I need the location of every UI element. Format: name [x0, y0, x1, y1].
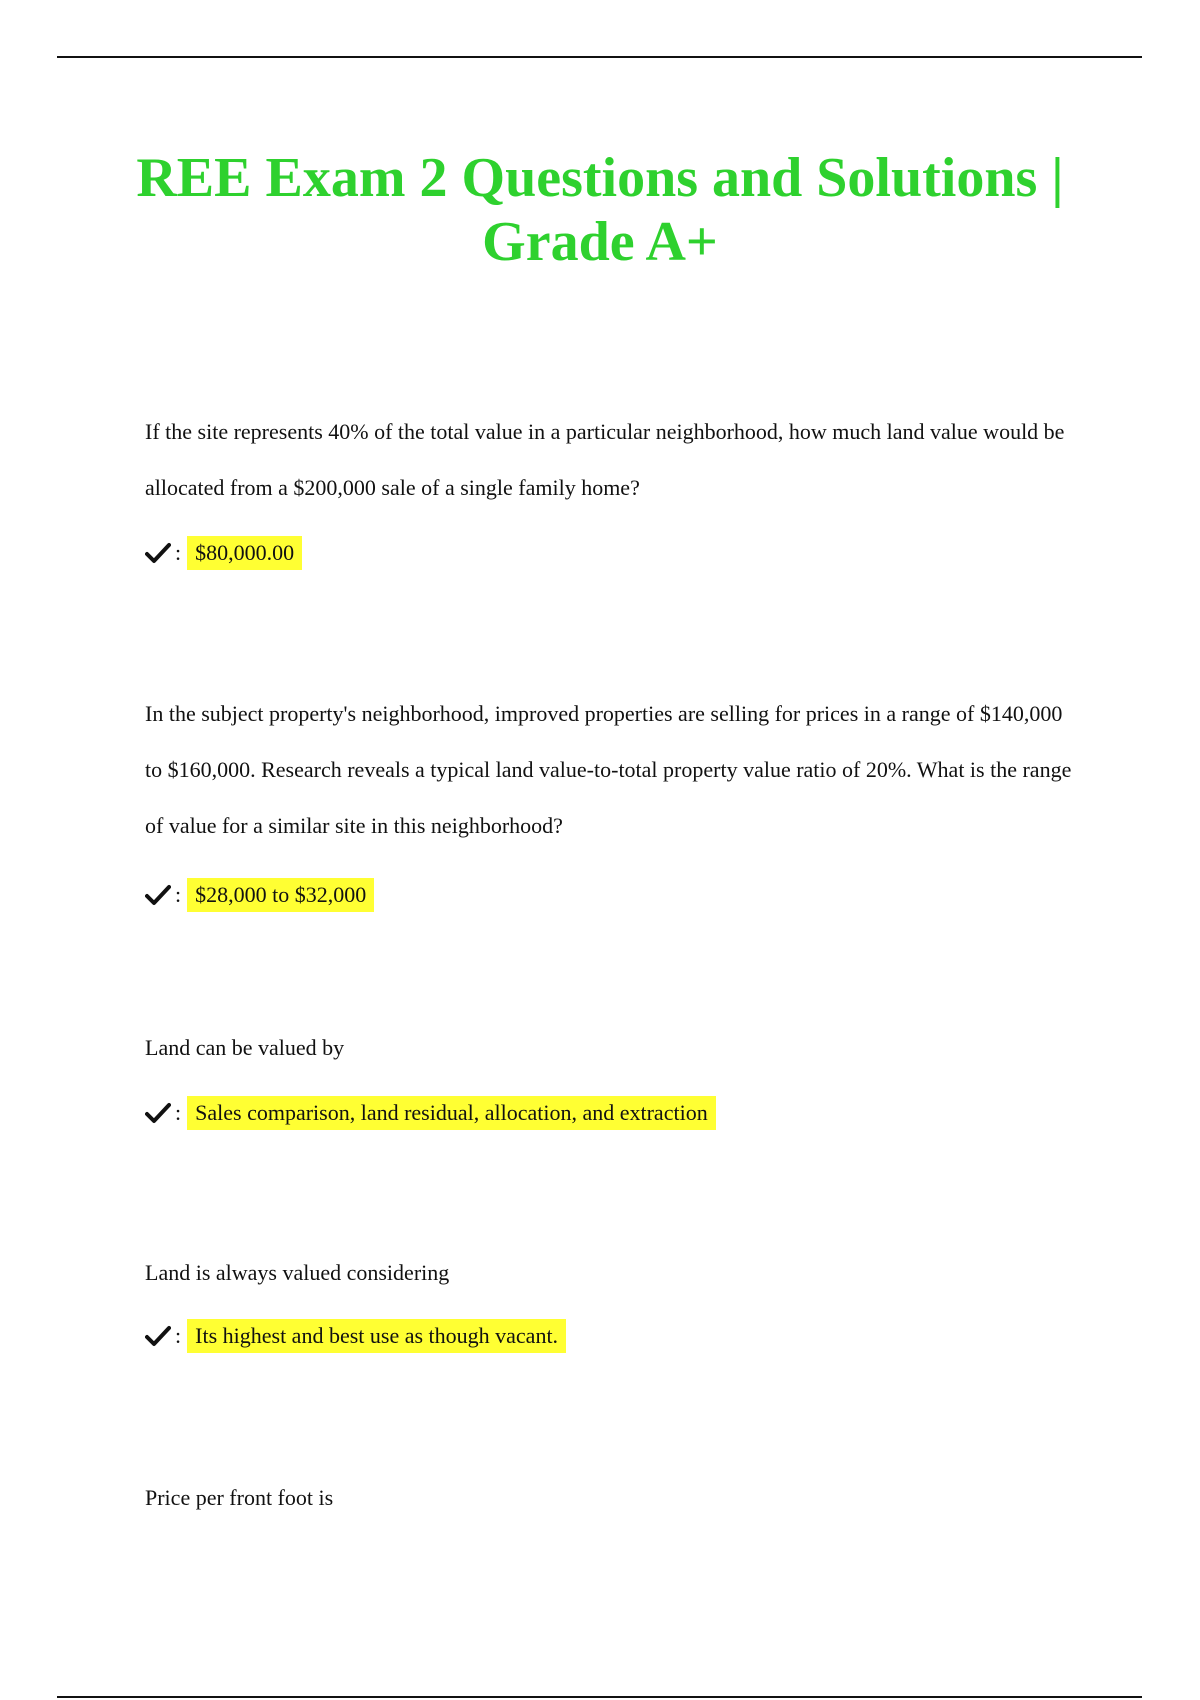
qa-item	[145, 404, 1075, 570]
qa-item	[145, 1245, 1075, 1353]
checkmark-icon	[145, 1102, 171, 1124]
answer-row: : $28,000 to $32,000	[145, 878, 1075, 912]
question-text: Price per front foot is	[145, 1485, 334, 1510]
answer-text: Its highest and best use as though vacant.	[187, 1319, 566, 1353]
answer-row: : Sales comparison, land residual, allocation, and extraction	[145, 1096, 1075, 1130]
checkmark-icon	[145, 1325, 171, 1347]
answer-text: $80,000.00	[187, 536, 302, 570]
qa-item	[145, 686, 1075, 912]
answer-row: : $80,000.00	[145, 536, 1075, 570]
answer-row: : Its highest and best use as though vacant.	[145, 1319, 1075, 1353]
bottom-rule	[57, 1696, 1142, 1698]
answer-text: $28,000 to $32,000	[187, 878, 374, 912]
checkmark-icon	[145, 542, 171, 564]
answer-text: Sales comparison, land residual, allocation, and extraction	[187, 1096, 716, 1130]
question-text: Land can be valued by	[145, 1035, 345, 1060]
question-text: If the site represents 40% of the total value in a particular neighborhood, how much land value would be allocated from a $200,000 sale of a single family home?	[145, 419, 1065, 500]
question-text: In the subject property's neighborhood, improved properties are selling for prices in a range of $140,000 to $160,000. Research reveals a typical land value-to-total property value ratio of 20%. What is the range of value for a similar site in this neighborhood?	[145, 701, 1072, 838]
page-title: REE Exam 2 Questions and Solutions | Grade A+	[136, 147, 1064, 273]
question-text: Land is always valued considering	[145, 1260, 450, 1285]
qa-item	[145, 1470, 1075, 1526]
qa-item	[145, 1020, 1075, 1130]
checkmark-icon	[145, 884, 171, 906]
top-rule	[57, 56, 1142, 58]
